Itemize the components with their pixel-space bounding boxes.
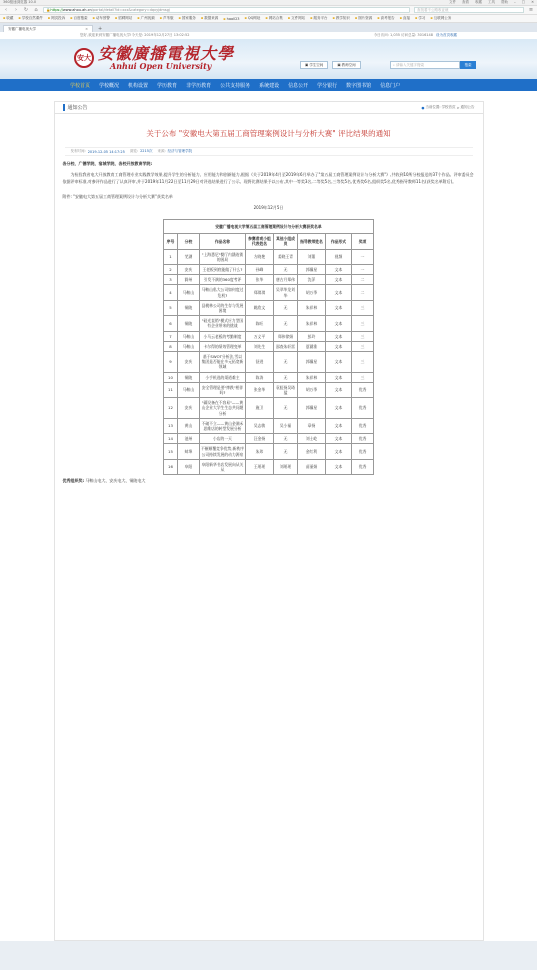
browser-app-title: 360极速浏览器 10.0 xyxy=(3,0,37,4)
views-label: 浏览: xyxy=(129,149,139,153)
bookmark-item[interactable]: ▪ haoll23 xyxy=(223,17,239,21)
breadcrumb xyxy=(421,105,474,110)
url-path: /portal/detail?id=xxx&category=dqxyjdmsgj xyxy=(91,8,170,12)
section-header xyxy=(55,102,483,114)
site-search-button[interactable]: 搜索 xyxy=(460,61,476,69)
bookmark-item[interactable]: ▪ 互联网公务 xyxy=(430,16,451,21)
bookmark-item[interactable]: ▪ 芦苇版 xyxy=(160,16,174,21)
breadcrumb-label: 当前位置: xyxy=(425,105,441,109)
view-count: 2215次 xyxy=(140,149,153,153)
table-cell: 吴翠华龙刘华 xyxy=(273,285,297,300)
table-cell: 沈萍 xyxy=(297,275,325,285)
bookmark-item[interactable]: ▪ 文件网站 xyxy=(288,16,305,21)
table-cell: 铜陵 xyxy=(177,372,199,382)
nav-item-system-building[interactable]: 系统建设 xyxy=(259,82,280,89)
table-cell: 县桃林公司的生存与发展困境 xyxy=(199,300,245,315)
table-row xyxy=(163,331,373,341)
table-row xyxy=(163,372,373,382)
nav-item-public-services[interactable]: 公共支持服务 xyxy=(220,82,251,89)
table-cell: 文本 xyxy=(325,300,351,315)
table-cell: 无 xyxy=(273,434,297,444)
bookmark-item[interactable]: ▪ 百度搜索 xyxy=(70,16,87,21)
breadcrumb-home[interactable]: 学校首页 xyxy=(441,105,456,109)
table-cell: 11 xyxy=(163,382,177,397)
table-cell: 邵查朱轩雷 xyxy=(273,341,297,351)
table-cell: 无 xyxy=(273,316,297,331)
table-cell: 袁虹扬吴琦猛 xyxy=(273,382,297,397)
table-cell: 铜陵 xyxy=(177,300,199,315)
staff-icon: ▣ xyxy=(337,63,341,67)
logo-english-name: Anhui Open University xyxy=(110,61,212,71)
nav-item-degree-education[interactable]: 学历教育 xyxy=(157,82,178,89)
bookmark-item[interactable]: ▪ 图片资源 xyxy=(355,16,372,21)
main-nav xyxy=(0,79,537,91)
table-cell: 孙峰 xyxy=(245,265,273,275)
table-header-row xyxy=(163,234,373,249)
site-logo[interactable] xyxy=(74,45,234,70)
table-cell: 无 xyxy=(273,352,297,373)
source-label: 来源: xyxy=(157,149,166,153)
table-row xyxy=(163,434,373,444)
table-cell: 王老板到底能做了什么? xyxy=(199,265,245,275)
table-cell: 黄山 xyxy=(177,418,199,433)
org-award-line xyxy=(55,478,483,484)
table-row xyxy=(163,398,373,419)
favorite-link[interactable]: 设为首页收藏 xyxy=(436,33,457,37)
menu-view[interactable]: 查看 xyxy=(462,0,469,4)
table-cell: 张华 xyxy=(245,275,273,285)
table-cell: 4 xyxy=(163,285,177,300)
table-cell: 一 xyxy=(351,249,373,264)
bookmark-item[interactable]: ▪ 学校自然课件 xyxy=(18,16,42,21)
bookmark-item[interactable]: ▪ 国家服务 xyxy=(179,16,196,21)
table-cell: 8 xyxy=(163,341,177,351)
table-row xyxy=(163,444,373,459)
table-cell: 安庆 xyxy=(177,352,199,373)
table-cell: 二 xyxy=(351,285,373,300)
url-scheme: https:// xyxy=(50,8,63,12)
bookmark-item[interactable]: ▪ QQ网址 xyxy=(245,16,261,21)
tab-close-icon[interactable]: × xyxy=(85,27,88,31)
date-label: 发布时间: xyxy=(70,149,86,153)
visit-stats: 今日访问: 1,035 访问总量: 3016148 xyxy=(373,33,433,37)
home-icon[interactable]: ⌂ xyxy=(34,7,38,13)
table-row xyxy=(163,316,373,331)
table-cell: 朱祥林 xyxy=(297,372,325,382)
table-cell: 文本 xyxy=(325,434,351,444)
column-header: 指导教师姓名 xyxy=(297,234,325,249)
browser-tab[interactable] xyxy=(3,25,93,32)
table-cell: 5 xyxy=(163,300,177,315)
table-cell: 胡万季 xyxy=(297,382,325,397)
table-cell: 三 xyxy=(351,300,373,315)
column-header: 其他小组成员 xyxy=(273,234,297,249)
url-host: www.ahou.ah.cn xyxy=(62,8,92,12)
top-info-bar xyxy=(0,32,537,39)
table-cell: 文本 xyxy=(325,265,351,275)
table-cell: 王瑶瑶 xyxy=(245,459,273,474)
forward-icon[interactable]: › xyxy=(15,7,17,13)
article-title: 关于公布 "安徽电大第五届工商管理案例设计与分析大赛" 评比结果的通知 xyxy=(146,129,391,138)
table-cell: 陈旺 xyxy=(245,316,273,331)
table-cell: 16 xyxy=(163,459,177,474)
table-cell: 舒进 xyxy=(245,352,273,373)
table-cell: 郭骥星 xyxy=(297,265,325,275)
student-icon: ▣ xyxy=(305,63,309,67)
menu-help[interactable]: 帮助 xyxy=(501,0,508,4)
table-cell: 小马云老板的考勤制度 xyxy=(199,331,245,341)
table-cell: 马鞍山 xyxy=(177,285,199,300)
table-cell: 安庆 xyxy=(177,265,199,275)
table-row xyxy=(163,249,373,264)
table-cell: 无 xyxy=(273,265,297,275)
org-award-value: 马鞍山电大、安庆电大、铜陵电大 xyxy=(85,478,146,484)
bookmark-item[interactable]: ▪ 高考报告 xyxy=(377,16,394,21)
nav-item-info-portal[interactable]: 信息门户 xyxy=(380,82,401,89)
article-source: 经济与管理学院 xyxy=(167,149,193,153)
table-cell: 不破不立——黄山金满禾思维店的转型发展分析 xyxy=(199,418,245,433)
search-icon: ⌕ xyxy=(393,63,395,67)
table-cell: 夏涵淮 xyxy=(297,341,325,351)
table-caption-row xyxy=(163,220,373,234)
table-cell: 安全管理是要"摔跌"相伴吗? xyxy=(199,382,245,397)
minimize-icon[interactable]: – xyxy=(514,0,516,4)
menu-favorites[interactable]: 收藏 xyxy=(475,0,482,4)
nav-item-non-degree-education[interactable]: 非学历教育 xyxy=(186,82,212,89)
bookmark-item[interactable]: ▪ 动车预警 xyxy=(93,16,110,21)
table-cell: 三 xyxy=(351,372,373,382)
bookmarks-bar xyxy=(0,15,537,23)
table-cell: 文本 xyxy=(325,352,351,373)
table-cell: 3 xyxy=(163,275,177,285)
nav-item-overview[interactable]: 学校概况 xyxy=(99,82,120,89)
table-cell: 优秀 xyxy=(351,444,373,459)
nav-item-home[interactable]: 学校首页 xyxy=(70,82,91,89)
salutation: 各分校、广德学院、宿城学院、各校开放教育学院: xyxy=(62,161,153,166)
table-cell: 芜湖 xyxy=(177,249,199,264)
table-cell: "硅光直销"模式应力型国有企业带来的挑战 xyxy=(199,316,245,331)
back-icon[interactable]: ‹ xyxy=(5,7,7,13)
nav-item-info-disclosure[interactable]: 信息公开 xyxy=(288,82,309,89)
table-row xyxy=(163,382,373,397)
table-cell: 1 xyxy=(163,249,177,264)
table-cell: 优秀 xyxy=(351,398,373,419)
table-cell: 文本 xyxy=(325,444,351,459)
table-cell: 无 xyxy=(273,444,297,459)
table-cell: 无 xyxy=(273,398,297,419)
bookmark-item[interactable]: ▪ 教学知识 xyxy=(333,16,350,21)
table-cell: 朱祥林 xyxy=(297,316,325,331)
bookmark-item[interactable]: ▪ 数据来源 xyxy=(201,16,218,21)
table-caption: 安徽广播电视大学第五届工商管理案例设计与分析大赛获奖名单 xyxy=(163,220,373,234)
university-seal-icon: 安大 xyxy=(74,48,94,68)
table-cell: 优秀 xyxy=(351,382,373,397)
table-cell: 优秀 xyxy=(351,418,373,433)
window-menu xyxy=(449,0,534,5)
table-cell: 安庆 xyxy=(177,398,199,419)
table-cell: 文本 xyxy=(325,372,351,382)
table-cell: 文本 xyxy=(325,331,351,341)
tab-title: 安徽广播电视大学 xyxy=(8,26,36,31)
table-cell: 引发不满的360度考评 xyxy=(199,275,245,285)
table-cell: 10 xyxy=(163,372,177,382)
logo-chinese-name: 安徽廣播電視大學 xyxy=(98,44,235,63)
section-title: 通知公告 xyxy=(63,104,88,111)
table-cell: 三 xyxy=(351,341,373,351)
table-cell: 郭骥星 xyxy=(297,398,325,419)
bookmark-item[interactable]: ▪ 招聘网站 xyxy=(115,16,132,21)
tab-strip xyxy=(0,23,537,32)
nav-item-credit-bank[interactable]: 学分银行 xyxy=(317,82,338,89)
table-cell: 吴志敏 xyxy=(245,418,273,433)
staff-portal-button[interactable] xyxy=(332,61,360,69)
table-cell: 吴小福 xyxy=(273,418,297,433)
table-cell: 无 xyxy=(273,372,297,382)
column-header: 分校 xyxy=(177,234,199,249)
column-header: 参赛者或小组代表姓名 xyxy=(245,234,273,249)
table-cell: 15 xyxy=(163,444,177,459)
table-row xyxy=(163,418,373,433)
menu-icon[interactable]: ≡ xyxy=(528,7,534,13)
table-cell: 卡尔得的绩效管理变革 xyxy=(199,341,245,351)
table-cell: 小店的一天 xyxy=(199,434,245,444)
org-award-label: 优秀组织奖: xyxy=(62,478,85,484)
browser-search-input[interactable] xyxy=(414,7,524,13)
table-cell: 蚌埠 xyxy=(177,444,199,459)
attachment-line xyxy=(63,193,475,200)
table-cell: 14 xyxy=(163,434,177,444)
table-cell: 二 xyxy=(351,275,373,285)
table-cell: 铜陵 xyxy=(177,316,199,331)
table-cell: 文本 xyxy=(325,398,351,419)
awards-table xyxy=(163,219,374,475)
table-cell: 池州 xyxy=(177,434,199,444)
table-cell: 刘士屹 xyxy=(297,434,325,444)
bookmark-item[interactable]: ▪ 网站合集 xyxy=(265,16,282,21)
column-header: 序号 xyxy=(163,234,177,249)
table-cell: 郑伟徐娟 xyxy=(273,331,297,341)
table-cell: 刘瑶瑶 xyxy=(273,459,297,474)
table-cell: 小手机选的渠道难主 xyxy=(199,372,245,382)
table-cell: 滁州 xyxy=(177,275,199,285)
table-cell: 文本 xyxy=(325,316,351,331)
table-cell: 郑琪琪 xyxy=(245,285,273,300)
table-row xyxy=(163,265,373,275)
table-cell: 章扬 xyxy=(297,418,325,433)
table-cell: 马鞍山 xyxy=(177,341,199,351)
welcome-text: 您好,欢迎来到安徽广播电视大学!今天是: 2019年12月27日 13:02:52 xyxy=(80,33,190,37)
refresh-icon[interactable]: ↻ xyxy=(23,7,29,13)
lock-icon: 🔒 xyxy=(46,8,51,12)
article-container xyxy=(54,101,484,941)
table-cell: 郭骥星 xyxy=(297,352,325,373)
table-cell: 万义平 xyxy=(245,331,273,341)
table-cell: 文本 xyxy=(325,285,351,300)
bookmark-item[interactable]: ▪ 收藏 xyxy=(3,16,13,21)
table-cell: 马鞍山 xyxy=(177,382,199,397)
article-paragraph: 为检验我省电大开放教育工商管理专业实践教学效果,提升学生的分析能力、应用能力和创新能力,根据《关于2019年4月至2019年6月举办了"第五届工商管理案例设计与分析大赛"》,共收到10所分校报送的37个作品。评审委员会依据评审标准,对参评作品进行了认真评审,并于2019年11月22日至11月29日对评选结果进行了公示。现将比赛结果予以公布,其中一等奖3名,二等奖5名,三等奖5名,优秀奖6名,组织奖5名,优秀指导教师11名(获奖名单附后)。 xyxy=(62,172,474,184)
table-cell: 金红利 xyxy=(297,444,325,459)
table-cell: 基于SWOT分析法,雪以集团是否能在多元拓宽新领域 xyxy=(199,352,245,373)
site-search-placeholder: 请输入关键字搜索 xyxy=(395,62,424,67)
sign-date: 2019年12月5日 xyxy=(253,205,284,210)
table-cell: 9 xyxy=(163,352,177,373)
table-cell: 方晓艳 xyxy=(245,249,273,264)
table-cell: 三 xyxy=(351,331,373,341)
table-cell: 文本 xyxy=(325,341,351,351)
table-cell: 一 xyxy=(351,265,373,275)
breadcrumb-separator: > xyxy=(456,105,460,110)
table-row xyxy=(163,459,373,474)
table-row xyxy=(163,352,373,373)
table-cell: 文本 xyxy=(325,382,351,397)
table-cell: "碳设备在不容易"——黄山企业大学生生态共问题分析 xyxy=(199,398,245,419)
table-cell: 2 xyxy=(163,265,177,275)
column-header: 作品名称 xyxy=(199,234,245,249)
table-cell: 阜阳新华书店发展向从关从 xyxy=(199,459,245,474)
table-cell: 陈涛 xyxy=(245,372,273,382)
table-cell: 朱祥林 xyxy=(297,300,325,315)
table-cell: 三 xyxy=(351,316,373,331)
table-cell: 不断颠覆竞争优势,新秩序公司持续发展的动力源泉 xyxy=(199,444,245,459)
table-row xyxy=(163,300,373,315)
table-cell: 视频 xyxy=(325,249,351,264)
table-cell: 姚欣文 xyxy=(245,300,273,315)
menu-tools[interactable]: 工具 xyxy=(488,0,495,4)
table-cell: 优秀 xyxy=(351,459,373,474)
table-cell: 汪金扬 xyxy=(245,434,273,444)
table-cell: 阜阳 xyxy=(177,459,199,474)
table-cell: 胡万季 xyxy=(297,285,325,300)
nav-item-departments[interactable]: 机构设置 xyxy=(128,82,149,89)
column-header: 奖项 xyxy=(351,234,373,249)
bookmark-item[interactable]: ▪ 广州视频 xyxy=(137,16,154,21)
site-search xyxy=(390,61,476,69)
table-cell: 6 xyxy=(163,316,177,331)
table-cell: 12 xyxy=(163,398,177,419)
bookmark-item[interactable]: ▪ 网页投诉 xyxy=(48,16,65,21)
attachment-label: 附件: xyxy=(62,194,72,199)
table-cell: 文本 xyxy=(325,275,351,285)
student-portal-button[interactable] xyxy=(300,61,328,69)
column-header: 作品形式 xyxy=(325,234,351,249)
student-portal-label: 学生空间 xyxy=(309,62,324,67)
browser-search-placeholder: 查找着不公路收证就 xyxy=(417,7,449,12)
location-pin-icon: ● xyxy=(421,105,425,110)
site-banner xyxy=(0,39,537,79)
table-cell: 文本 xyxy=(325,418,351,433)
address-bar[interactable] xyxy=(43,7,410,13)
table-cell: 刘董 xyxy=(297,249,325,264)
breadcrumb-current[interactable]: 通知公告 xyxy=(460,105,475,109)
site-search-input[interactable] xyxy=(390,61,460,69)
table-cell: 三 xyxy=(351,352,373,373)
table-cell: 13 xyxy=(163,418,177,433)
article-meta xyxy=(65,147,473,156)
table-cell: 张金华 xyxy=(245,382,273,397)
web-page xyxy=(0,32,537,941)
table-cell: 优秀 xyxy=(351,434,373,444)
table-cell: 彭玲 xyxy=(297,331,325,341)
table-cell: 刘先生 xyxy=(245,341,273,351)
table-cell: "上海悉尼"餐厅内涵连锁的困局 xyxy=(199,249,245,264)
browser-toolbar xyxy=(0,6,537,15)
table-cell: 朱玮 xyxy=(245,444,273,459)
table-cell: 无 xyxy=(273,300,297,315)
table-row xyxy=(163,275,373,285)
bookmark-item[interactable]: ▪ 服务平台 xyxy=(310,16,327,21)
menu-file[interactable]: 文件 xyxy=(449,0,456,4)
nav-item-digital-library[interactable]: 数字图书馆 xyxy=(346,82,372,89)
publish-date: 2019-12-05 14:17:25 xyxy=(87,149,125,154)
table-cell: 马鞍山私大公司如何度过危机? xyxy=(199,285,245,300)
new-tab-button[interactable]: + xyxy=(98,26,103,32)
bookmark-item[interactable]: ▪ 直接 xyxy=(400,16,410,21)
attachment-title: "安徽电大第五届工商管理案例设计与分析大赛"获奖名单 xyxy=(73,194,173,199)
close-window-icon[interactable]: ✕ xyxy=(531,0,534,4)
table-cell: 苗丽娟 xyxy=(297,459,325,474)
table-cell: 唐古月郑伟 xyxy=(273,275,297,285)
staff-portal-label: 教师空间 xyxy=(341,62,356,67)
table-cell: 文本 xyxy=(325,459,351,474)
maximize-icon[interactable]: □ xyxy=(521,0,526,4)
article-body xyxy=(55,160,483,211)
table-cell: 姜晓王青 xyxy=(273,249,297,264)
table-row xyxy=(163,341,373,351)
table-cell: 施卫 xyxy=(245,398,273,419)
table-row xyxy=(163,285,373,300)
bookmark-item[interactable]: ▪ 学习 xyxy=(415,16,425,21)
table-cell: 7 xyxy=(163,331,177,341)
table-cell: 马鞍山 xyxy=(177,331,199,341)
